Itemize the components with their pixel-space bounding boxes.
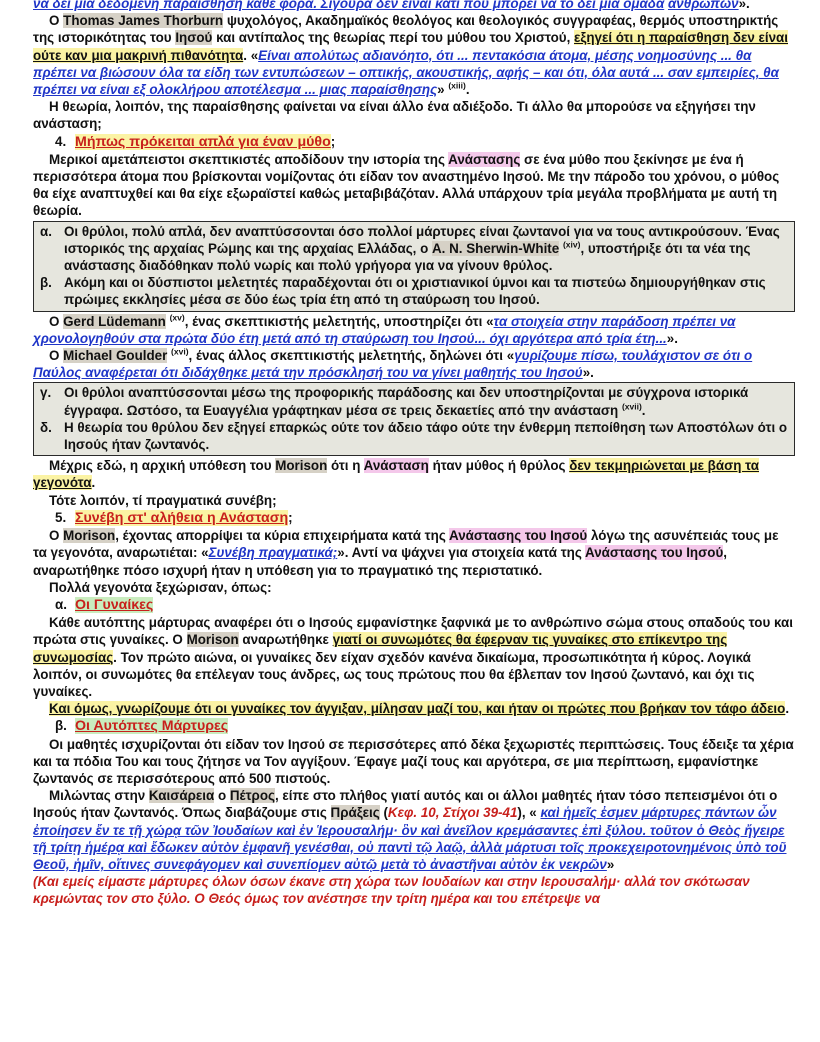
text: . « (243, 47, 259, 63)
text: ήταν μύθος ή θρύλος (428, 458, 570, 474)
paragraph-witnesses: Οι μαθητές ισχυρίζονται ότι είδαν τον Ιησού σε περισσότερες από δέκα ξεχωριστές περιπτώσεις. Τους έδειξε τα χέρια και τα πόδια Του και τους ζήτησε να Τον αγγίξουν. Έφαγε μαζί τους και αργότερα, σε μια περίπτωση, εμφανίστηκε ζωντανός σε περισσότερους από 500 πιστούς. (33, 736, 794, 786)
term-resurrection: Ανάστασης (448, 151, 521, 167)
list-item (40, 223, 788, 275)
list-text (64, 384, 788, 418)
quote-greek: καὶ ἡμεῖς ἐσμεν μάρτυρες πάντων ὧν ἐποίησεν ἔν τε τῇ χώρᾳ τῶν Ἰουδαίων καὶ ἐν Ἱερουσαλήμ· ὃν καὶ ἀνεῖλον κρεμάσαντες ἐπὶ ξύλου. τοῦτον ὁ Θεὸς ἤγειρε τῇ τρίτῃ ἡμέρᾳ καὶ ἔδωκεν αὐτὸν ἐμφανῆ γενέσθαι, οὐ παντὶ τῷ λαῷ, ἀλλὰ μάρτυσι τοῖς προκεχειροτονημένοις ὑπὸ τοῦ Θεοῦ, ἡμῖν, οἵτινες συνεφάγομεν καὶ συνεπίομεν αὐτῷ μετὰ τὸ ἀναστῆναι αὐτὸν ἐκ νεκρῶν (33, 805, 787, 872)
quote-tail: να δει μια δεδομένη παραίσθηση κάθε φορά. Σίγουρα δεν είναι κάτι που μπορεί να το δει μια ομάδα (33, 0, 665, 11)
paragraph-dead-end: Η θεωρία, λοιπόν, της παραίσθησης φαίνεται να είναι άλλο ένα αδιέξοδο. Τι άλλο θα μπορούσε να εξηγήσει την ανάσταση; (33, 99, 756, 132)
term-resurrection: Ανάστασης του Ιησού (449, 528, 588, 544)
name-jesus: Ιησού (175, 30, 213, 46)
list-marker: β. (40, 275, 52, 291)
list-text: Η θεωρία του θρύλου δεν εξηγεί επαρκώς ούτε τον άδειο τάφο ούτε την ένθερμη πεποίθηση των Αποστόλων ότι ο Ιησούς ήταν ζωντανός. (64, 419, 788, 453)
term-resurrection: Ανάσταση (363, 458, 429, 474)
list-item (40, 384, 788, 418)
footnote-ref: (xvi) (171, 346, 189, 357)
quote-thorburn: Είναι απολύτως αδιανόητο, ότι ... πεντακόσια άτομα, μέσης νοημοσύνης ... θα πρέπει να βιώσουν όλα τα είδη των εντυπώσεων – οπτικής, ακουστικής, αφής – και ότι, όλα αυτά ... σαν εμπειρίες, θα πρέπει να είναι εξ ολοκλήρου αποτέλεσμα ... μιας παραίσθησης (33, 47, 779, 98)
heading-number: α. (55, 596, 67, 612)
list-text (64, 223, 788, 275)
claim-highlight: γιατί οι συνωμότες θα έφερναν τις γυναίκες στο επίκεντρο της συνωμοσίας (33, 632, 728, 665)
paragraph-question: Τότε λοιπόν, τί πραγματικά συνέβη; (49, 492, 277, 508)
heading-title: Οι Αυτόπτες Μάρτυρες (75, 718, 229, 735)
text: Μέχρις εδώ, η αρχική υπόθεση του (49, 458, 276, 474)
list-marker: α. (40, 223, 52, 239)
heading-title: Συνέβη στ' αλήθεια η Ανάσταση (75, 509, 289, 526)
objections-box-2 (33, 382, 795, 456)
claim-highlight: δεν τεκμηριώνεται με βάση τα γεγονότα (33, 458, 759, 491)
text: » (437, 82, 449, 98)
objections-box-1 (33, 221, 795, 312)
paragraph-translation (33, 873, 795, 907)
name-morison: Morison (63, 528, 116, 544)
text: . (91, 475, 96, 491)
footnote-ref: (xiv) (562, 239, 581, 250)
list-marker: γ. (40, 385, 52, 401)
text: ο (214, 788, 230, 804)
text: , ένας σκεπτικιστής μελετητής, υποστηρίζει ότι « (184, 313, 494, 329)
text: ». Αντί να ψάχνει για στοιχεία κατά της (337, 545, 586, 561)
paragraph-goulder (33, 347, 795, 381)
text: Οι θρύλοι αναπτύσσονται μέσω της προφορικής παράδοσης και δεν υποστηρίζονται με σύγχρονα ιστορικά έγγραφα. Ωστόσο, τα Ευαγγέλια γράφτηκαν μέσα σε τρεις δεκαετίες από την ανάσταση (64, 385, 749, 418)
heading-resurrection (55, 509, 795, 527)
footnote-ref: (xvii) (621, 401, 642, 412)
heading-tail: ; (288, 509, 293, 525)
name-ludemann: Gerd Lüdemann (63, 313, 166, 329)
claim-highlight: Και όμως, γνωρίζουμε ότι οι γυναίκες τον άγγιξαν, μίλησαν μαζί του, και ήταν οι πρώτες που βρήκαν τον τάφο άδειο (49, 701, 786, 717)
heading-number: β. (55, 718, 67, 734)
text: , αναρωτήθηκε πόσο ισχυρή ήταν η υπόθεση για το πραγματικό της περιστατικό. (33, 545, 727, 578)
text: , ένας άλλος σκεπτικιστής μελετητής, δηλώνει ότι « (188, 348, 515, 364)
heading-number: 4. (55, 133, 67, 149)
text: . (785, 701, 790, 717)
heading-title: Μήπως πρόκειται απλά για έναν μύθο (75, 133, 331, 150)
text: , υποστήριξε ότι τα νέα της ανάστασης διαδόθηκαν πολύ νωρίς και πολύ γρήγορα για να γίνουν θρύλος. (64, 240, 751, 274)
text: λόγω της ασυνέπειάς τους με τα γεγονότα, αναρωτιέται: « (33, 528, 779, 561)
quote-morison: Συνέβη πραγματικά; (208, 545, 338, 561)
paragraph-myth-theory (33, 151, 795, 220)
list-marker: δ. (40, 419, 52, 435)
footnote-ref: (xv) (169, 312, 185, 323)
quote-ludemann: τα στοιχεία στην παράδοση πρέπει να χρονολογηθούν στα πρώτα δύο έτη μετά από τη σταύρωση του Ιησού... όχι αργότερα από τρία έτη... (33, 313, 736, 346)
term-resurrection: Ανάστασης του Ιησού (585, 545, 724, 561)
name-morison: Morison (275, 458, 328, 474)
heading-number: 5. (55, 509, 67, 525)
heading-women (55, 596, 795, 614)
paragraph-ludemann (33, 313, 795, 347)
text: και αντίπαλος της θεωρίας περί του μύθου του Χριστού, (212, 30, 575, 46)
name-peter: Πέτρος (229, 788, 275, 804)
place-caesarea: Καισάρεια (148, 788, 215, 804)
claim-highlight: εξηγεί ότι η παραίσθηση δεν είναι ούτε καν μια μακρινή πιθανότητα (33, 30, 788, 63)
paragraph-facts: Πολλά γεγονότα ξεχώρισαν, όπως: (49, 579, 272, 595)
text: O (49, 528, 64, 544)
text: αναρωτήθηκε (238, 632, 333, 648)
text: . (641, 402, 646, 418)
text: ότι η (327, 458, 364, 474)
text: » (606, 856, 615, 872)
name-thorburn: Thomas James Thorburn (63, 13, 224, 29)
name-goulder: Michael Goulder (63, 348, 168, 364)
paragraph-women (33, 614, 795, 700)
text: O (49, 348, 64, 364)
paragraph-women-tomb (33, 700, 795, 717)
text: . Τον πρώτο αιώνα, οι γυναίκες δεν είχαν σχεδόν κανένα δικαίωμα, προσωπικότητα ή κύρος. Λογικά λοιπόν, οι συνωμότες θα επέλεγαν τους άνδρες, ως τους πρώτους που θα έβλεπαν τον Ιησού ζωντανό, και όχι τις γυναίκες. (33, 649, 755, 699)
heading-title: Οι Γυναίκες (75, 596, 154, 613)
text: Μιλώντας στην (49, 788, 149, 804)
document-page (33, 0, 795, 908)
scripture-reference: Κεφ. 10, Στίχοι 39-41 (387, 805, 518, 821)
text: Μερικοί αμετάπειστοι σκεπτικιστές αποδίδουν την ιστορία της (49, 151, 449, 167)
book-acts: Πράξεις (330, 805, 380, 821)
translation-text: (Και εμείς είμαστε μάρτυρες όλων όσων έκανε στη χώρα των Ιουδαίων και στην Ιερουσαλήμ· αλλά τον σκότωσαν κρεμώντας τον στο ξύλο. Ο Θεός όμως τον ανέστησε την τρίτη ημέρα και του επέτρεψε να (33, 874, 750, 907)
paragraph-morison-question (33, 527, 795, 579)
list-text: Ακόμη και οι δύσπιστοι μελετητές παραδέχονται ότι οι χριστιανικοί ύμνοι και τα πιστεύω δημιουργήθηκαν στις πρώιμες εκκλησίες μέσα σε δύο έως τρία έτη από τη σταύρωση του Ιησού. (64, 275, 766, 308)
text: , έχοντας απορρίψει τα κύρια επιχειρήματα κατά της (115, 528, 450, 544)
text: ». (666, 330, 678, 346)
paragraph-thorburn (33, 12, 795, 98)
text: O (49, 313, 64, 329)
quote-goulder: γυρίζουμε πίσω, τουλάχιστον σε ότι ο Παύλος αναφέρεται ότι διδάχθηκε μετά την πρόσκλησή του να γίνει μαθητής του Ιησού (33, 348, 753, 381)
quote-tail-end: ανθρώπων (667, 0, 739, 11)
text: ». (582, 365, 594, 381)
name-morison: Morison (186, 632, 239, 648)
paragraph-hallucination-tail (33, 0, 795, 12)
list-item (40, 274, 788, 308)
text: , είπε στο πλήθος γιατί αυτός και οι άλλοι μαθητές ήταν τόσο πεπεισμένοι ότι ο Ιησούς ήταν ζωντανός. Όπως διαβάζουμε στις (33, 788, 778, 821)
text: Κάθε αυτόπτης μάρτυρας αναφέρει ότι ο Ιησούς εμφανίστηκε ξαφνικά με το ανθρώπινο σώμα στους οπαδούς του και πρώτα στις γυναίκες. Ο (33, 615, 793, 648)
paragraph-morison-summary (33, 457, 795, 491)
text: O (49, 13, 64, 29)
name-sherwin-white: A. N. Sherwin-White (432, 240, 560, 256)
text: ), « (517, 805, 541, 821)
list-item (40, 419, 788, 453)
punct: ». (738, 0, 750, 11)
footnote-ref: (xiii) (448, 80, 466, 91)
paragraph-peter (33, 787, 795, 873)
heading-myth (55, 133, 795, 151)
heading-witnesses (55, 717, 795, 735)
text: ψυχολόγος, Ακαδημαϊκός θεολόγος και θεολογικός συγγραφέας, θερμός υποστηρικτής της ιστορικότητας του (33, 13, 779, 46)
text: . (465, 82, 470, 98)
text: ( (379, 805, 388, 821)
text: σε ένα μύθο που ξεκίνησε με ένα ή περισσότερα άτομα που βρίσκονται νομίζοντας ότι είδαν τον αναστημένο Ιησού. Με την πάροδο του χρόνου, ο μύθος θα είχε αναπτυχθεί και θα είχε εξωραϊστεί καθώς μεταβιβάζόταν. Αλλά υπάρχουν τρία μεγάλα προβλήματα με αυτή τη θεωρία. (33, 151, 780, 219)
text: Οι θρύλοι, πολύ απλά, δεν αναπτύσσονται όσο πολλοί μάρτυρες είναι ζωντανοί για να τους αντικρούσουν. Ένας ιστορικός της αρχαίας Ρώμης και της αρχαίας Ελλάδας, ο (64, 223, 780, 256)
heading-tail: ; (330, 133, 336, 149)
